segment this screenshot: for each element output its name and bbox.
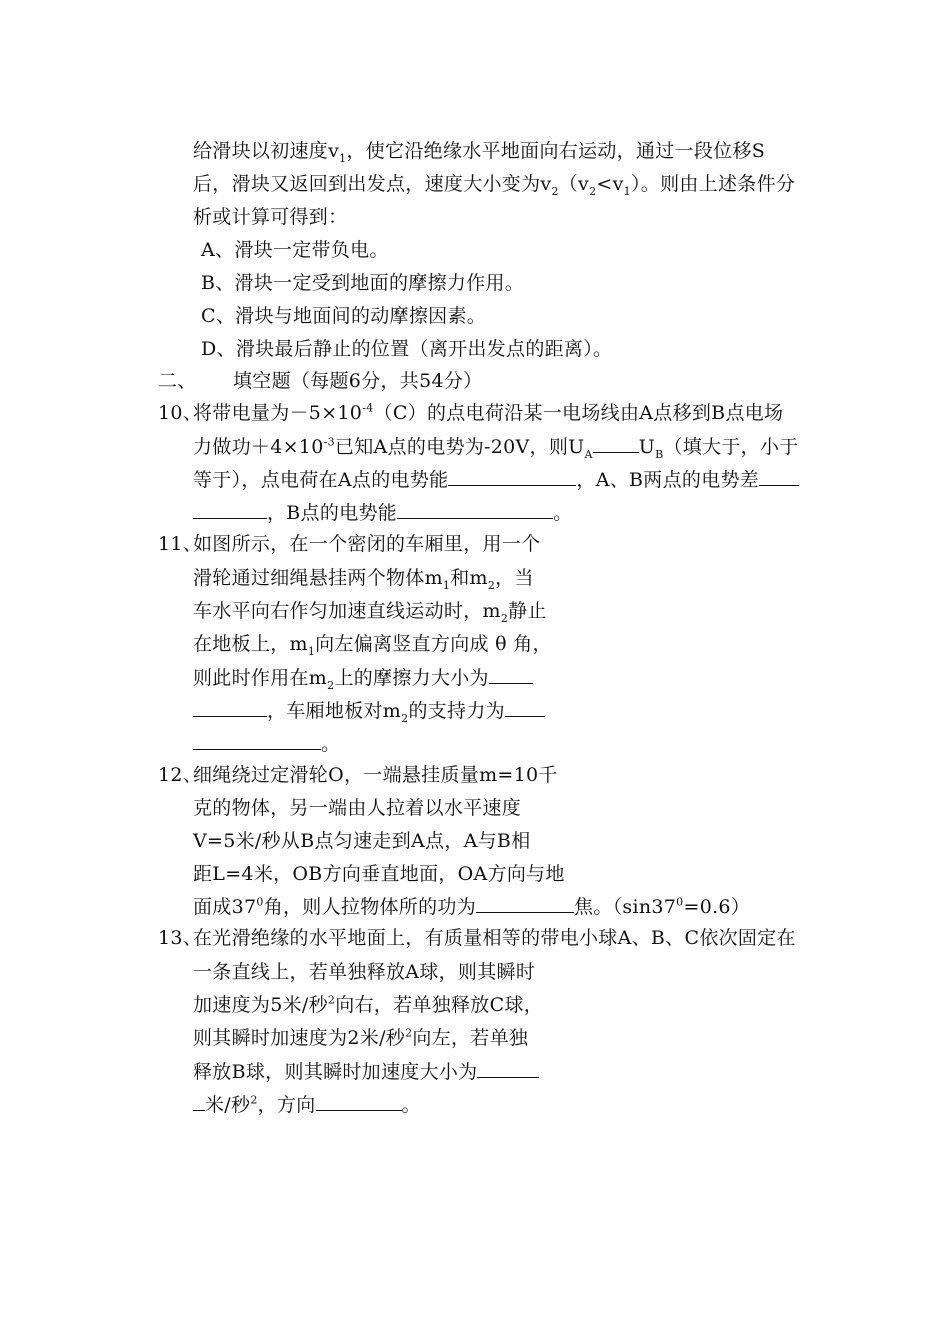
prev-question-line-1: 给滑块以初速度$v_1$，使它沿绝缘水平地面向右运动，通过一段位移S (193, 140, 766, 165)
q11-line-2: 滑轮通过细绳悬挂两个物体$m_1$和$m_2$，当 (193, 567, 534, 592)
q10-blank-potential-energy-a[interactable] (448, 467, 576, 486)
q13-line-4: 则其瞬时加速度为2米/秒$^2$向左，若单独 (193, 1026, 529, 1049)
q13-blank-acceleration-start[interactable] (477, 1059, 539, 1078)
q11-line-6: ，车厢地板对$m_2$的支持力为 (193, 698, 545, 723)
section-number: 二、 (158, 370, 197, 392)
option-c: C、滑块与地面间的动摩擦因素。 (201, 305, 487, 327)
q11-blank-support[interactable] (193, 731, 321, 750)
q11-line-4: 在地板上，$m_1$向左偏离竖直方向成 θ 角， (193, 633, 552, 658)
q13-line-1: 在光滑绝缘的水平地面上，有质量相等的带电小球A、B、C依次固定在 (193, 927, 796, 949)
q10-number: 10、 (158, 402, 203, 424)
q12-line-3: V=5米/秒从B点匀速走到A点，A与B相 (193, 830, 531, 852)
q10-blank-potential-energy-b[interactable] (397, 500, 553, 519)
q11-number: 11、 (158, 533, 203, 555)
q10-blank-compare[interactable] (593, 434, 639, 453)
q12-line-1: 细绳绕过定滑轮O，一端悬挂质量m=10千 (193, 764, 558, 786)
q12-line-2: 克的物体，另一端由人拉着以水平速度 (193, 797, 522, 819)
q11-blank-friction[interactable] (193, 698, 267, 717)
q11-line-1: 如图所示，在一个密闭的车厢里，用一个 (193, 533, 541, 555)
q12-number: 12、 (158, 764, 203, 786)
q11-blank-support-start[interactable] (505, 698, 545, 717)
q11-blank-friction-start[interactable] (489, 665, 533, 684)
q13-blank-direction[interactable] (316, 1092, 402, 1111)
q13-line-6: 米/秒$^2$，方向 。 (193, 1092, 421, 1117)
q10-line-4: ，B点的电势能 。 (193, 500, 572, 525)
q10-line-3: 等于），点电荷在A点的电势能 ，A、B两点的电势差 (193, 467, 799, 492)
prev-question-line-3: 析或计算可得到： (193, 206, 348, 228)
prev-question-line-2: 后，滑块又返回到出发点，速度大小变为$v_2(v_2<v_1)$。则由上述条件分 (193, 173, 796, 198)
option-b: B、滑块一定受到地面的摩擦力作用。 (201, 272, 525, 294)
q13-line-3: 加速度为5米/秒$^2$向右，若单独释放C球， (193, 993, 544, 1016)
q10-blank-potential-difference[interactable] (193, 500, 267, 519)
q12-line-5: 面成$37^0$角，则人拉物体所的功为 焦。$(\sin 37^0=0.6)$ (193, 895, 751, 918)
section-title: 填空题（每题6分，共54分） (233, 370, 483, 392)
q11-line-3: 车水平向右作匀加速直线运动时，$m_2$静止 (193, 600, 547, 625)
option-d: D、滑块最后静止的位置（离开出发点的距离）。 (201, 338, 613, 360)
q10-line-1: 将带电量为$-5\times 10^{-4}(C)$的点电荷沿某一电场线由A点移到B点电场 (193, 401, 784, 424)
q13-number: 13、 (158, 927, 203, 949)
q13-line-5: 释放B球，则其瞬时加速度大小为 (193, 1059, 539, 1084)
q11-line-5: 则此时作用在$m_2$上的摩擦力大小为 (193, 665, 533, 690)
option-a: A、滑块一定带负电。 (201, 239, 389, 261)
q11-line-7: 。 (193, 731, 340, 756)
q10-line-2: 力做功$+4\times 10^{-3}$已知A点的电势为-20V，则$U_A$ $U_B$（填大于，小于 (193, 435, 799, 461)
q13-blank-acceleration[interactable] (193, 1092, 205, 1111)
q12-line-4: 距L=4米，OB方向垂直地面，OA方向与地 (193, 863, 565, 885)
q10-blank-potential-difference-start[interactable] (759, 467, 799, 486)
q13-line-2: 一条直线上，若单独释放A球，则其瞬时 (193, 961, 536, 983)
q12-blank-work[interactable] (476, 894, 574, 913)
